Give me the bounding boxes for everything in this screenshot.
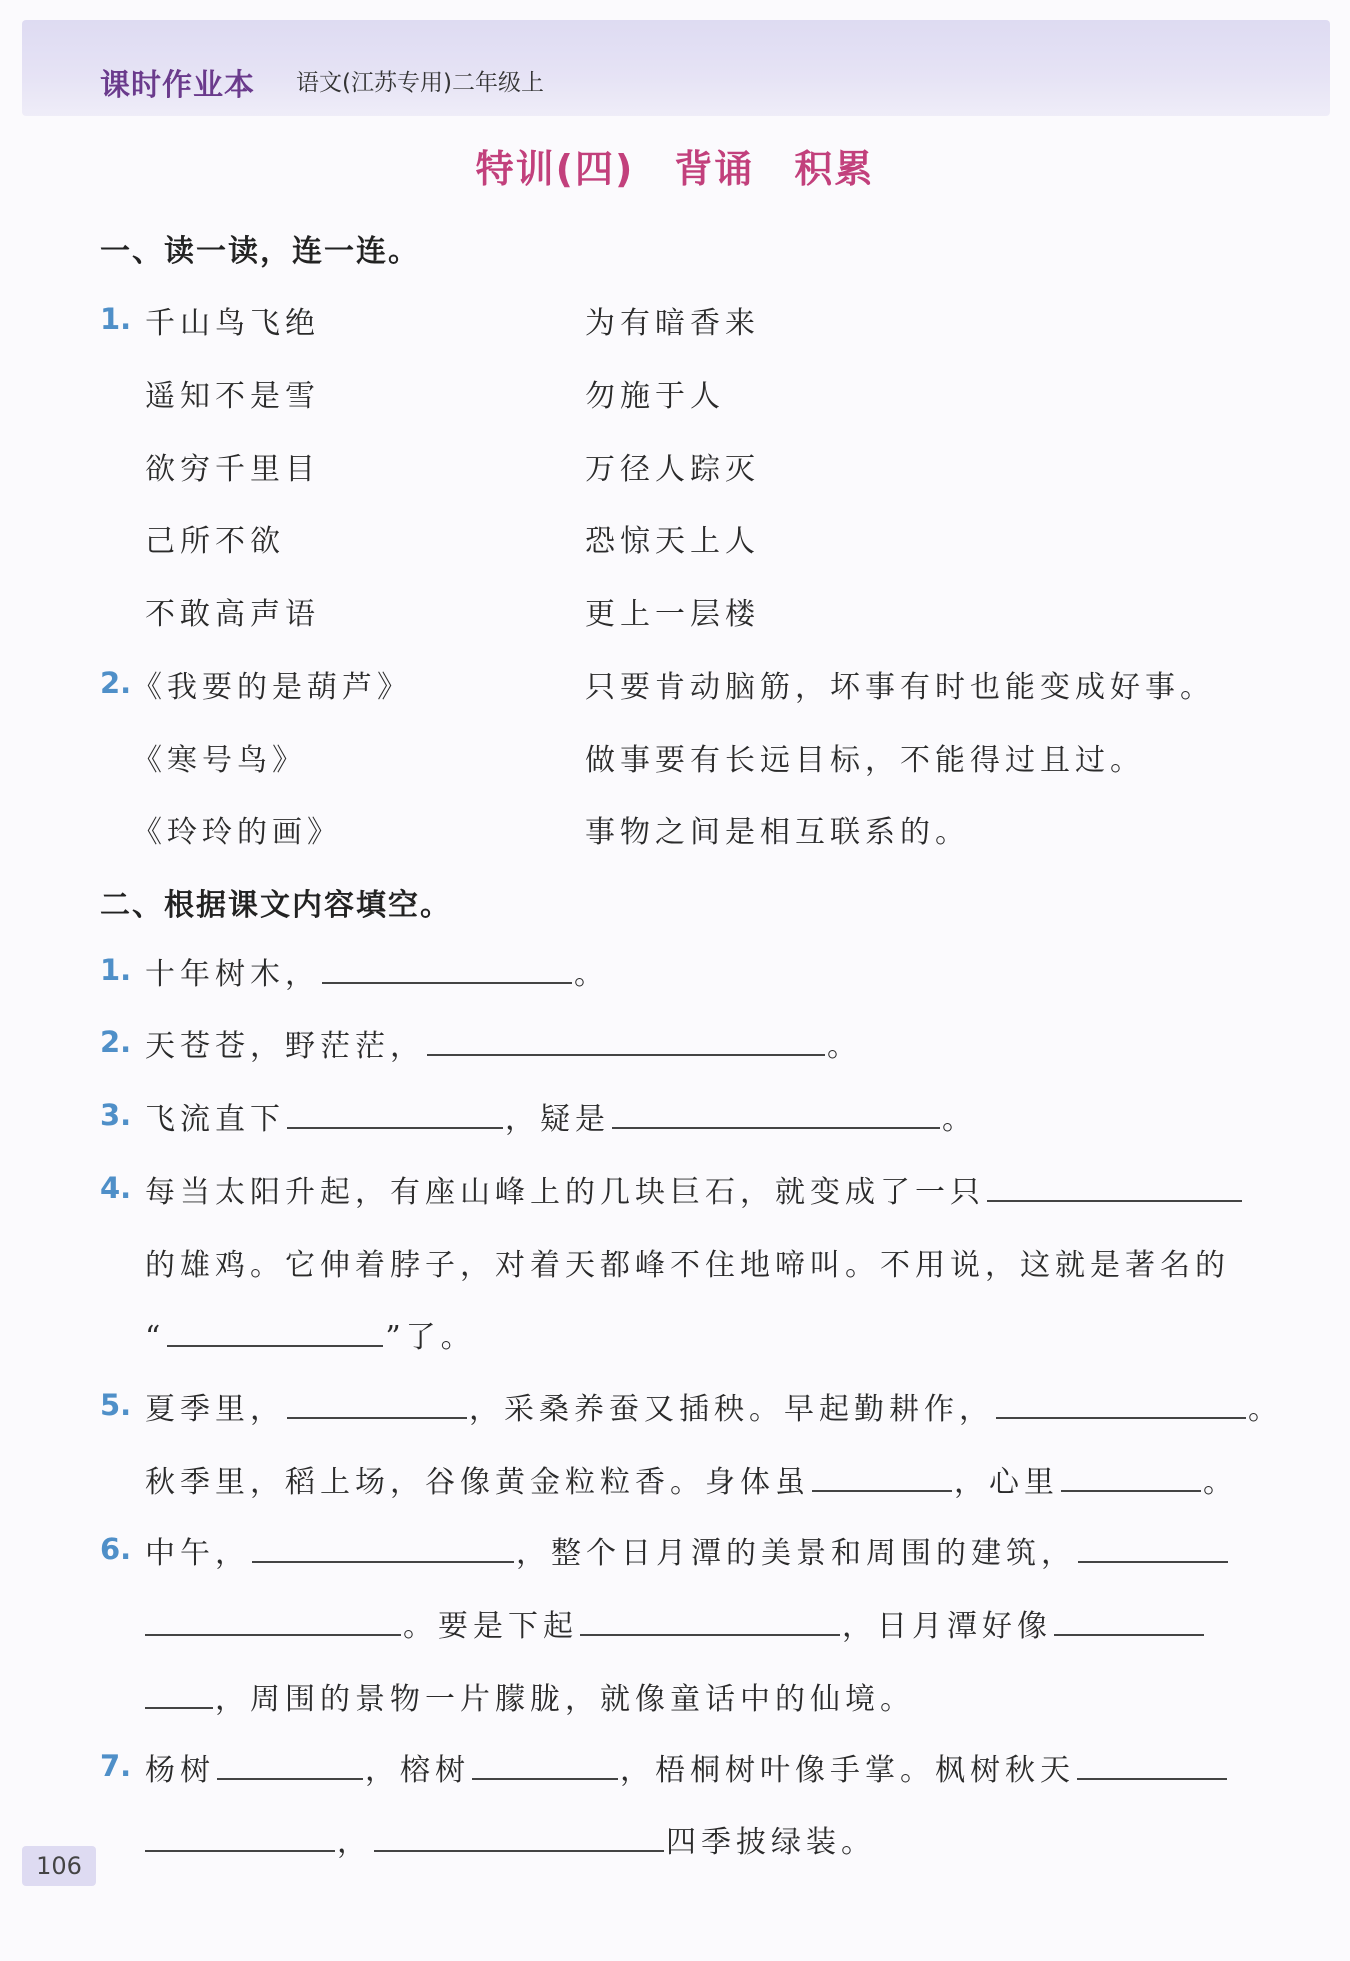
question-text: 夏季里， — [145, 1392, 285, 1427]
answer-blank[interactable] — [1077, 1756, 1227, 1780]
fill-question-7-line1 — [145, 1745, 1229, 1789]
answer-blank[interactable] — [252, 1539, 514, 1563]
section1-heading: 一、读一读，连一连。 — [100, 234, 420, 269]
answer-blank[interactable] — [374, 1828, 664, 1852]
subject-label: 语文(江苏专用)二年级上 — [296, 70, 544, 96]
question-text: 中午， — [145, 1536, 250, 1571]
section2-heading: 二、根据课文内容填空。 — [100, 888, 452, 923]
question-text: 。 — [1248, 1392, 1283, 1427]
question-text: 秋季里，稻上场，谷像黄金粒粒香。身体虽 — [145, 1465, 810, 1500]
question-text: 。要是下起 — [403, 1609, 578, 1644]
question-text: “ — [145, 1320, 166, 1355]
question-text: 四季披绿装。 — [666, 1825, 876, 1860]
question-number: 6. — [100, 1532, 132, 1566]
question-text: ， — [337, 1825, 372, 1860]
fill-question-6-line1 — [145, 1528, 1230, 1572]
answer-blank[interactable] — [427, 1032, 825, 1056]
question-number: 7. — [100, 1749, 132, 1783]
match-left-item[interactable]: 欲穷千里目 — [145, 452, 320, 487]
fill-question-5-line1 — [145, 1384, 1283, 1428]
match-right-item[interactable]: 只要肯动脑筋，坏事有时也能变成好事。 — [585, 670, 1215, 705]
question-number: 2. — [100, 666, 132, 700]
question-text: 。 — [1203, 1465, 1238, 1500]
answer-blank[interactable] — [287, 1105, 503, 1129]
fill-question-4-line1 — [145, 1167, 1244, 1211]
answer-blank[interactable] — [1054, 1612, 1204, 1636]
answer-blank[interactable] — [217, 1756, 363, 1780]
question-text: 。 — [574, 957, 609, 992]
fill-question-1 — [145, 949, 609, 993]
fill-question-4-line3 — [145, 1312, 476, 1356]
question-text: 。 — [827, 1029, 862, 1064]
fill-question-5-line2 — [145, 1457, 1238, 1501]
match-left-item[interactable]: 己所不欲 — [145, 524, 285, 559]
match-right-item[interactable]: 为有暗香来 — [585, 306, 760, 341]
question-number: 2. — [100, 1025, 132, 1059]
answer-blank[interactable] — [287, 1395, 467, 1419]
answer-blank[interactable] — [580, 1612, 840, 1636]
brand-title: 课时作业本 — [100, 68, 255, 103]
question-text: 飞流直下 — [145, 1102, 285, 1137]
page-number: 106 — [22, 1846, 96, 1886]
match-right-item[interactable]: 勿施于人 — [585, 379, 725, 414]
answer-blank[interactable] — [1078, 1539, 1228, 1563]
question-text: ，心里 — [954, 1465, 1059, 1500]
match-left-item[interactable]: 《寒号鸟》 — [132, 743, 307, 778]
question-text: ，疑是 — [505, 1102, 610, 1137]
question-text: ，日月潭好像 — [842, 1609, 1052, 1644]
question-text: ”了。 — [385, 1320, 476, 1355]
match-left-item[interactable]: 不敢高声语 — [145, 597, 320, 632]
match-right-item[interactable]: 万径人踪灭 — [585, 452, 760, 487]
fill-question-3 — [145, 1094, 977, 1138]
question-number: 3. — [100, 1098, 132, 1132]
question-text: 十年树木， — [145, 957, 320, 992]
match-right-item[interactable]: 事物之间是相互联系的。 — [585, 815, 970, 850]
page-title: 特训(四) 背诵 积累 — [475, 147, 875, 191]
question-number: 5. — [100, 1388, 132, 1422]
question-text: ，周围的景物一片朦胧，就像童话中的仙境。 — [215, 1682, 915, 1717]
answer-blank[interactable] — [612, 1105, 940, 1129]
question-number: 1. — [100, 302, 132, 336]
answer-blank[interactable] — [322, 960, 572, 984]
match-left-item[interactable]: 《我要的是葫芦》 — [132, 670, 412, 705]
question-text: ，整个日月潭的美景和周围的建筑， — [516, 1536, 1076, 1571]
answer-blank[interactable] — [145, 1685, 213, 1709]
match-left-item[interactable]: 千山鸟飞绝 — [145, 306, 320, 341]
fill-question-6-line3 — [145, 1674, 915, 1718]
fill-question-4-line2: 的雄鸡。它伸着脖子，对着天都峰不住地啼叫。不用说，这就是著名的 — [145, 1248, 1230, 1283]
match-right-item[interactable]: 更上一层楼 — [585, 597, 760, 632]
answer-blank[interactable] — [145, 1612, 401, 1636]
fill-question-7-line2 — [145, 1817, 876, 1861]
match-left-item[interactable]: 遥知不是雪 — [145, 379, 320, 414]
answer-blank[interactable] — [987, 1178, 1242, 1202]
question-text: ，榕树 — [365, 1753, 470, 1788]
answer-blank[interactable] — [812, 1468, 952, 1492]
question-text: 。 — [942, 1102, 977, 1137]
answer-blank[interactable] — [1061, 1468, 1201, 1492]
answer-blank[interactable] — [472, 1756, 618, 1780]
answer-blank[interactable] — [167, 1323, 383, 1347]
answer-blank[interactable] — [145, 1828, 335, 1852]
match-right-item[interactable]: 做事要有长远目标，不能得过且过。 — [585, 743, 1145, 778]
question-text: ，梧桐树叶像手掌。枫树秋天 — [620, 1753, 1075, 1788]
question-number: 4. — [100, 1171, 132, 1205]
fill-question-6-line2 — [145, 1601, 1206, 1645]
match-left-item[interactable]: 《玲玲的画》 — [132, 815, 342, 850]
question-text: 每当太阳升起，有座山峰上的几块巨石，就变成了一只 — [145, 1175, 985, 1210]
answer-blank[interactable] — [996, 1395, 1246, 1419]
question-text: ，采桑养蚕又插秧。早起勤耕作， — [469, 1392, 994, 1427]
question-text: 天苍苍，野茫茫， — [145, 1029, 425, 1064]
question-text: 杨树 — [145, 1753, 215, 1788]
fill-question-2 — [145, 1021, 862, 1065]
match-right-item[interactable]: 恐惊天上人 — [585, 524, 760, 559]
question-number: 1. — [100, 953, 132, 987]
